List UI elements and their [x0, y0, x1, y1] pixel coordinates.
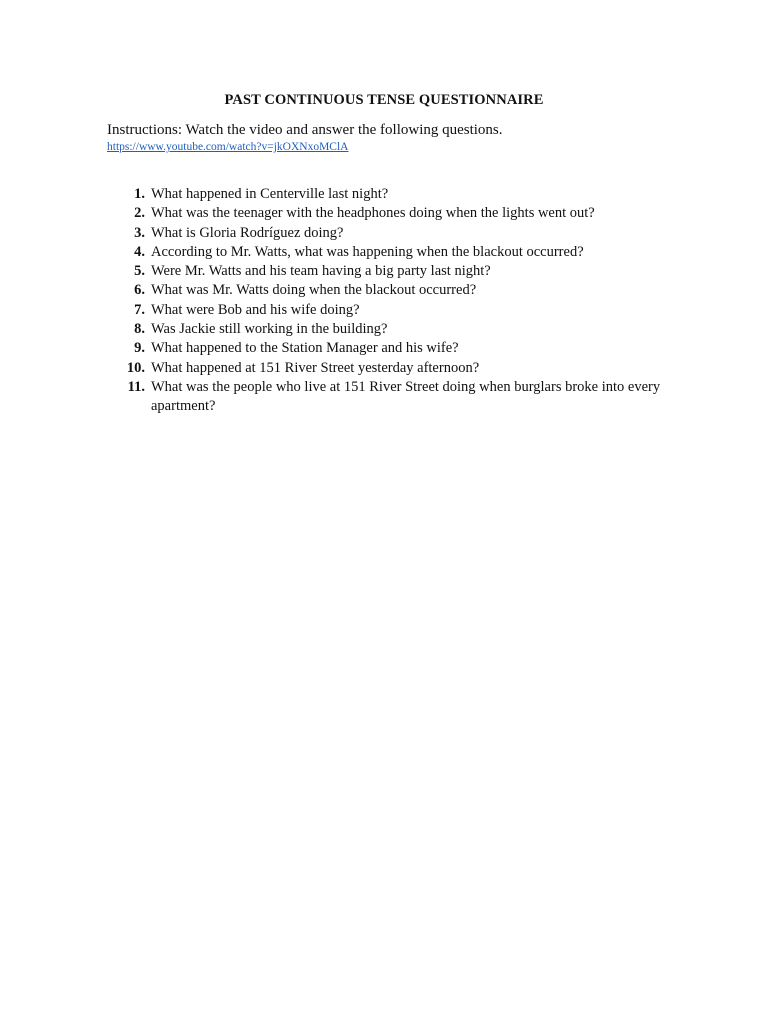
question-text: What was the teenager with the headphones doing when the lights went out?	[151, 205, 595, 222]
question-text: Were Mr. Watts and his team having a big party last night?	[151, 263, 491, 280]
question-text: What was Mr. Watts doing when the blackout occurred?	[151, 282, 477, 299]
page-title: PAST CONTINUOUS TENSE QUESTIONNAIRE	[224, 92, 544, 108]
question-text: What were Bob and his wife doing?	[151, 301, 360, 318]
question-text: What happened in Centerville last night?	[151, 186, 389, 202]
question-item	[107, 359, 667, 378]
questions-list	[107, 185, 667, 417]
question-item	[107, 339, 667, 358]
question-number: 1.	[134, 186, 145, 202]
question-item	[107, 281, 667, 300]
question-text: Was Jackie still working in the building?	[151, 321, 388, 338]
question-text: What happened to the Station Manager and his wife?	[151, 340, 459, 357]
question-number: 8.	[134, 321, 145, 338]
question-item	[107, 204, 667, 223]
question-number: 3.	[134, 224, 145, 241]
question-item	[107, 262, 667, 281]
question-item	[107, 320, 667, 339]
question-text: What happened at 151 River Street yesterday afternoon?	[151, 359, 480, 376]
question-item	[107, 224, 667, 243]
question-number: 10.	[126, 359, 145, 376]
instructions-text: Instructions: Watch the video and answer the following questions.	[107, 122, 503, 138]
question-text: What is Gloria Rodríguez doing?	[151, 224, 344, 241]
question-number: 9.	[134, 340, 145, 357]
question-number: 7.	[134, 301, 145, 318]
question-item	[107, 378, 667, 417]
video-link[interactable]: https://www.youtube.com/watch?v=jkOXNxoMClA	[107, 141, 349, 153]
question-item	[107, 301, 667, 320]
question-text: What was the people who live at 151 River Street doing when burglars broke into every apartment?	[151, 378, 661, 415]
question-item	[107, 243, 667, 262]
question-item	[107, 185, 667, 204]
question-number: 2.	[134, 205, 145, 222]
question-number: 11.	[127, 378, 145, 395]
question-number: 4.	[134, 243, 145, 260]
question-number: 6.	[134, 282, 145, 299]
question-text: According to Mr. Watts, what was happening when the blackout occurred?	[151, 243, 584, 260]
question-number: 5.	[134, 263, 145, 280]
